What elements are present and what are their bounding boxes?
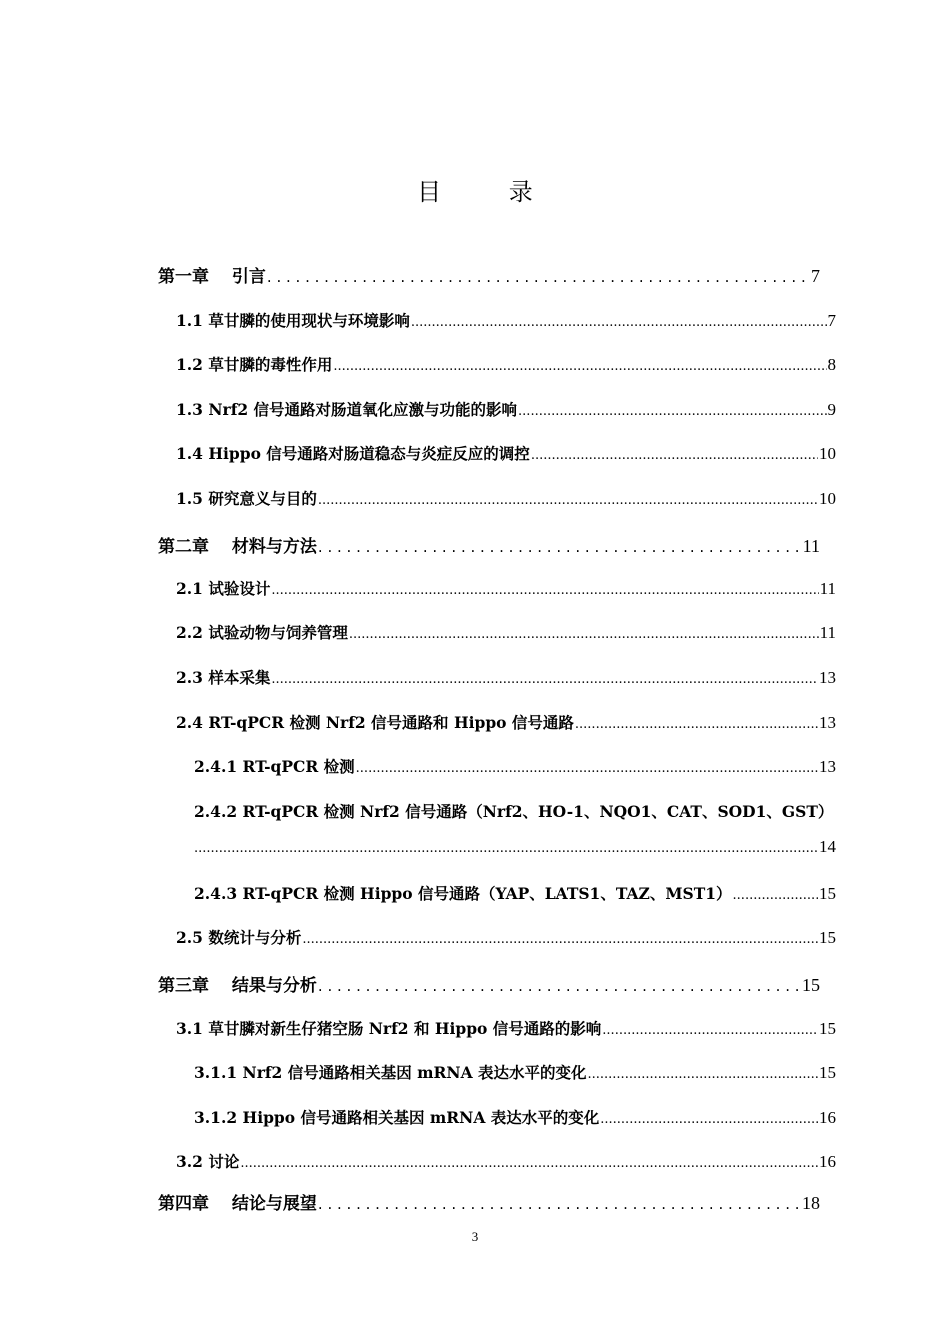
toc-entry-page: 14 xyxy=(819,837,836,856)
toc-entry-label: 第三章 结果与分析 xyxy=(158,976,317,996)
toc-entry-label: 3.1 草甘膦对新生仔猪空肠 Nrf2 和 Hippo 信号通路的影响 xyxy=(176,1019,602,1038)
dot-leader xyxy=(271,668,818,687)
dot-leader xyxy=(602,1019,818,1038)
toc-entry-3-1[interactable] xyxy=(176,1017,836,1039)
toc-entry-label: 2.4.1 RT-qPCR 检测 xyxy=(194,757,355,776)
dot-leader xyxy=(575,713,818,732)
toc-entry-1-4[interactable] xyxy=(176,442,836,464)
toc-entry-label: 2.3 样本采集 xyxy=(176,668,271,687)
toc-entry-page: 15 xyxy=(819,928,836,947)
toc-entry-3-1-2[interactable] xyxy=(194,1106,836,1128)
dot-leader xyxy=(318,1194,801,1214)
toc-entry-label: 1.5 研究意义与目的 xyxy=(176,489,317,508)
toc-entry-page: 7 xyxy=(827,311,836,330)
toc-entry-page: 15 xyxy=(802,975,820,995)
dot-leader xyxy=(194,837,818,856)
dot-leader xyxy=(349,623,819,642)
toc-entry-page: 7 xyxy=(811,266,820,286)
toc-entry-1-1[interactable] xyxy=(176,309,836,331)
toc-entry-page: 13 xyxy=(819,757,836,776)
dot-leader xyxy=(318,489,818,508)
toc-entry-2-4-3[interactable] xyxy=(194,882,836,904)
toc-entry-page: 15 xyxy=(819,1063,836,1082)
dot-leader xyxy=(733,884,818,903)
toc-entry-2-2[interactable] xyxy=(176,621,836,643)
toc-entry-2-5[interactable] xyxy=(176,926,836,948)
dot-leader xyxy=(518,400,826,419)
toc-entry-page: 10 xyxy=(819,489,836,508)
toc-entry-page: 13 xyxy=(819,713,836,732)
toc-entry-label: 2.4.3 RT-qPCR 检测 Hippo 信号通路（YAP、LATS1、TAZ、MST1） xyxy=(194,884,732,903)
toc-entry-3-2[interactable] xyxy=(176,1150,836,1172)
toc-entry-2-4-2[interactable] xyxy=(194,800,836,822)
dot-leader xyxy=(600,1108,818,1127)
toc-entry-label: 1.3 Nrf2 信号通路对肠道氧化应激与功能的影响 xyxy=(176,400,518,419)
toc-title: 目 录 xyxy=(417,178,563,206)
toc-entry-label: 1.1 草甘膦的使用现状与环境影响 xyxy=(176,311,410,330)
toc-entry-page: 11 xyxy=(819,579,836,598)
toc-entry-1-2[interactable] xyxy=(176,353,836,375)
toc-entry-chapter-3[interactable] xyxy=(158,971,820,996)
dot-leader xyxy=(240,1152,818,1171)
toc-entry-page: 16 xyxy=(819,1108,836,1127)
dot-leader xyxy=(531,444,818,463)
toc-entry-page: 13 xyxy=(819,668,836,687)
dot-leader xyxy=(588,1063,819,1082)
toc-entry-label: 3.2 讨论 xyxy=(176,1152,240,1171)
toc-entry-page: 8 xyxy=(827,355,836,374)
dot-leader xyxy=(271,579,818,598)
toc-entry-label: 3.1.1 Nrf2 信号通路相关基因 mRNA 表达水平的变化 xyxy=(194,1063,587,1082)
dot-leader xyxy=(318,537,802,557)
toc-entry-2-4[interactable] xyxy=(176,711,836,733)
toc-entry-label: 第四章 结论与展望 xyxy=(158,1194,317,1214)
toc-entry-label: 2.4.2 RT-qPCR 检测 Nrf2 信号通路（Nrf2、HO-1、NQO1、CAT、SOD1、GST） xyxy=(194,802,834,821)
toc-entry-page: 15 xyxy=(819,1019,836,1038)
toc-entry-label: 2.2 试验动物与饲养管理 xyxy=(176,623,348,642)
toc-entry-1-5[interactable] xyxy=(176,487,836,509)
dot-leader xyxy=(356,757,818,776)
toc-entry-label: 3.1.2 Hippo 信号通路相关基因 mRNA 表达水平的变化 xyxy=(194,1108,600,1127)
toc-entry-label: 2.1 试验设计 xyxy=(176,579,271,598)
dot-leader xyxy=(302,928,818,947)
dot-leader xyxy=(333,355,826,374)
toc-entry-page: 11 xyxy=(819,623,836,642)
dot-leader xyxy=(411,311,827,330)
toc-entry-page: 18 xyxy=(802,1193,820,1213)
toc-entry-label: 2.5 数统计与分析 xyxy=(176,928,302,947)
toc-entry-1-3[interactable] xyxy=(176,398,836,420)
toc-entry-chapter-2[interactable] xyxy=(158,532,820,557)
toc-entry-2-4-2-continuation[interactable] xyxy=(194,837,836,857)
toc-entry-2-1[interactable] xyxy=(176,577,836,599)
page-number: 3 xyxy=(471,1229,479,1244)
toc-entry-chapter-1[interactable] xyxy=(158,262,820,287)
toc-entry-chapter-4[interactable] xyxy=(158,1189,820,1214)
toc-entry-page: 10 xyxy=(819,444,836,463)
toc-entry-label: 第一章 引言 xyxy=(158,267,266,287)
dot-leader xyxy=(267,267,810,287)
toc-entry-page: 9 xyxy=(827,400,836,419)
toc-entry-2-4-1[interactable] xyxy=(194,755,836,777)
toc-entry-2-3[interactable] xyxy=(176,666,836,688)
toc-entry-page: 15 xyxy=(819,884,836,903)
dot-leader xyxy=(318,976,801,996)
toc-entry-label: 1.2 草甘膦的毒性作用 xyxy=(176,355,333,374)
toc-entry-page: 11 xyxy=(802,536,820,556)
toc-entry-label: 2.4 RT-qPCR 检测 Nrf2 信号通路和 Hippo 信号通路 xyxy=(176,713,574,732)
toc-entry-label: 1.4 Hippo 信号通路对肠道稳态与炎症反应的调控 xyxy=(176,444,530,463)
toc-entry-page: 16 xyxy=(819,1152,836,1171)
toc-entry-3-1-1[interactable] xyxy=(194,1061,836,1083)
toc-entry-label: 第二章 材料与方法 xyxy=(158,537,317,557)
